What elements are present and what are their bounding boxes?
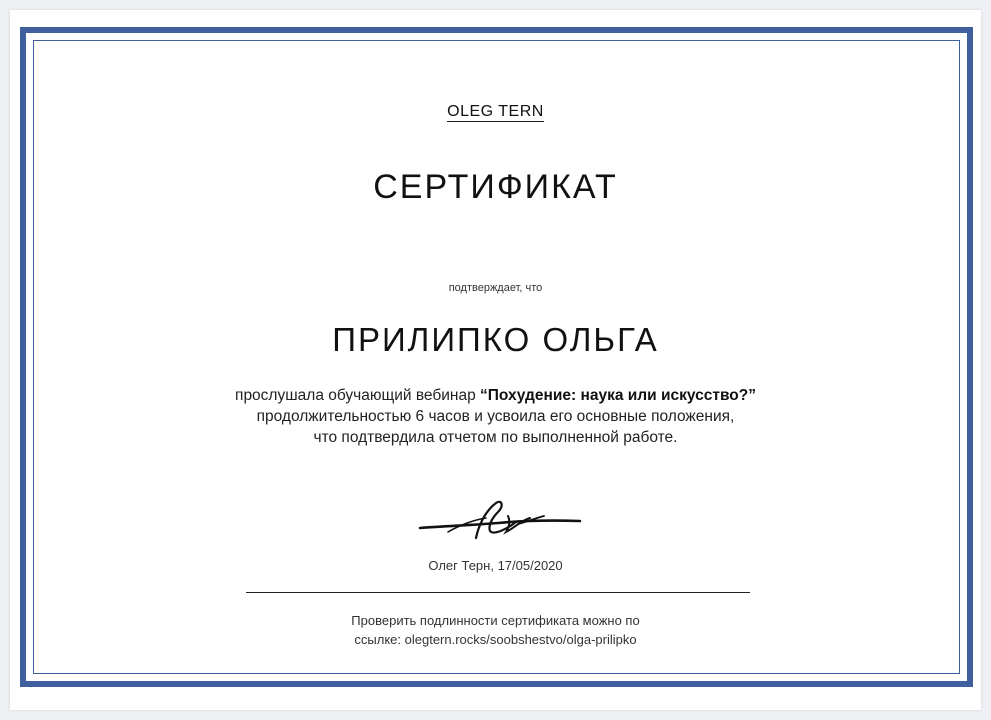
- description-line-1: прослушала обучающий вебинар “Похудение: наука или искусство?”: [235, 387, 756, 404]
- signer-and-date: Олег Терн, 17/05/2020: [428, 558, 563, 573]
- divider-line: [246, 592, 750, 593]
- brand-name: OLEG TERN: [447, 103, 544, 120]
- certificate-description: [0, 385, 991, 448]
- verification-link: ссылке: olegtern.rocks/soobshestvo/olga-prilipko: [354, 632, 637, 647]
- handwritten-signature: [418, 498, 583, 542]
- description-line-3: что подтвердила отчетом по выполненной работе.: [313, 429, 678, 446]
- description-line-2: продолжительностью 6 часов и усвоила его основные положения,: [256, 408, 735, 425]
- course-name: “Похудение: наука или искусство?”: [480, 387, 756, 404]
- confirms-text: подтверждает, что: [448, 282, 543, 294]
- verification-line-1: Проверить подлинности сертификата можно по: [351, 613, 640, 628]
- verification-text: [0, 611, 991, 649]
- recipient-name: ПРИЛИПКО ОЛЬГА: [332, 321, 659, 358]
- certificate-title: СЕРТИФИКАТ: [373, 168, 618, 206]
